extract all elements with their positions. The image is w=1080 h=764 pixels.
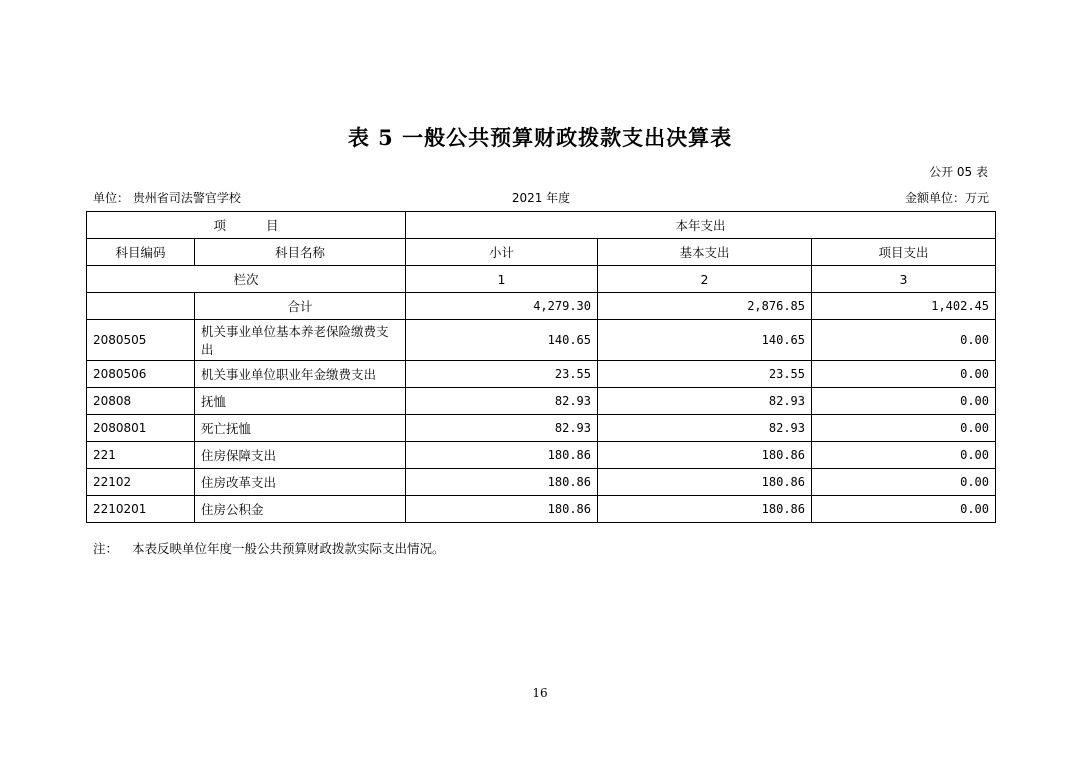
row-code: 2080801 — [87, 415, 195, 442]
row-name: 住房公积金 — [195, 496, 406, 523]
row-basic: 180.86 — [598, 496, 812, 523]
footnote-text: 本表反映单位年度一般公共预算财政拨款实际支出情况。 — [132, 541, 445, 556]
row-code: 221 — [87, 442, 195, 469]
row-code: 22102 — [87, 469, 195, 496]
total-basic: 2,876.85 — [598, 293, 812, 320]
row-basic: 140.65 — [598, 320, 812, 361]
meta-row — [93, 189, 989, 205]
table-row — [87, 388, 996, 415]
table-row — [87, 361, 996, 388]
column-order-header: 栏次 — [87, 266, 406, 293]
col3-index: 3 — [812, 266, 996, 293]
footnote-label: 注： — [93, 541, 119, 556]
row-basic: 82.93 — [598, 415, 812, 442]
row-basic: 82.93 — [598, 388, 812, 415]
row-basic: 23.55 — [598, 361, 812, 388]
row-project: 0.00 — [812, 320, 996, 361]
unit-name: 贵州省司法警官学校 — [132, 191, 241, 205]
row-code: 20808 — [87, 388, 195, 415]
table-row — [87, 469, 996, 496]
row-name: 抚恤 — [195, 388, 406, 415]
table-row — [87, 415, 996, 442]
form-code: 公开 05 表 — [929, 165, 988, 179]
row-subtotal: 180.86 — [406, 496, 598, 523]
expenditure-table — [86, 211, 996, 523]
row-project: 0.00 — [812, 415, 996, 442]
total-row — [87, 293, 996, 320]
subtotal-header: 小计 — [406, 239, 598, 266]
item-header-char-1: 项 — [213, 218, 226, 233]
row-project: 0.00 — [812, 361, 996, 388]
fiscal-year: 2021 年度 — [511, 191, 571, 205]
unit-info — [93, 189, 241, 206]
col1-index: 1 — [406, 266, 598, 293]
unit-label: 单位： — [93, 191, 130, 205]
row-code: 2210201 — [87, 496, 195, 523]
row-subtotal: 82.93 — [406, 415, 598, 442]
row-subtotal: 82.93 — [406, 388, 598, 415]
row-basic: 180.86 — [598, 442, 812, 469]
row-subtotal: 23.55 — [406, 361, 598, 388]
row-project: 0.00 — [812, 442, 996, 469]
row-subtotal: 140.65 — [406, 320, 598, 361]
footnote — [93, 539, 445, 557]
row-code: 2080505 — [87, 320, 195, 361]
table-row — [87, 442, 996, 469]
subject-name-header: 科目名称 — [195, 239, 406, 266]
row-subtotal: 180.86 — [406, 469, 598, 496]
project-header: 项目支出 — [812, 239, 996, 266]
row-name: 机关事业单位职业年金缴费支出 — [195, 361, 406, 388]
total-label: 合计 — [195, 293, 406, 320]
row-code: 2080506 — [87, 361, 195, 388]
row-basic: 180.86 — [598, 469, 812, 496]
header-row-3 — [87, 266, 996, 293]
page-number: 16 — [532, 686, 548, 700]
col2-index: 2 — [598, 266, 812, 293]
total-subtotal: 4,279.30 — [406, 293, 598, 320]
header-row-2 — [87, 239, 996, 266]
total-project: 1,402.45 — [812, 293, 996, 320]
item-header-char-2: 目 — [266, 218, 279, 233]
row-name: 住房改革支出 — [195, 469, 406, 496]
row-subtotal: 180.86 — [406, 442, 598, 469]
row-name: 机关事业单位基本养老保险缴费支出 — [195, 320, 406, 361]
row-project: 0.00 — [812, 388, 996, 415]
table-row — [87, 320, 996, 361]
header-row-1 — [87, 212, 996, 239]
document-title: 表 5 一般公共预算财政拨款支出决算表 — [347, 125, 733, 150]
subject-code-header: 科目编码 — [87, 239, 195, 266]
total-code-cell — [87, 293, 195, 320]
table-row — [87, 496, 996, 523]
item-header — [87, 212, 406, 239]
basic-header: 基本支出 — [598, 239, 812, 266]
row-project: 0.00 — [812, 496, 996, 523]
row-project: 0.00 — [812, 469, 996, 496]
currency-unit: 金额单位：万元 — [904, 191, 989, 205]
row-name: 住房保障支出 — [195, 442, 406, 469]
row-name: 死亡抚恤 — [195, 415, 406, 442]
current-year-header: 本年支出 — [406, 212, 996, 239]
